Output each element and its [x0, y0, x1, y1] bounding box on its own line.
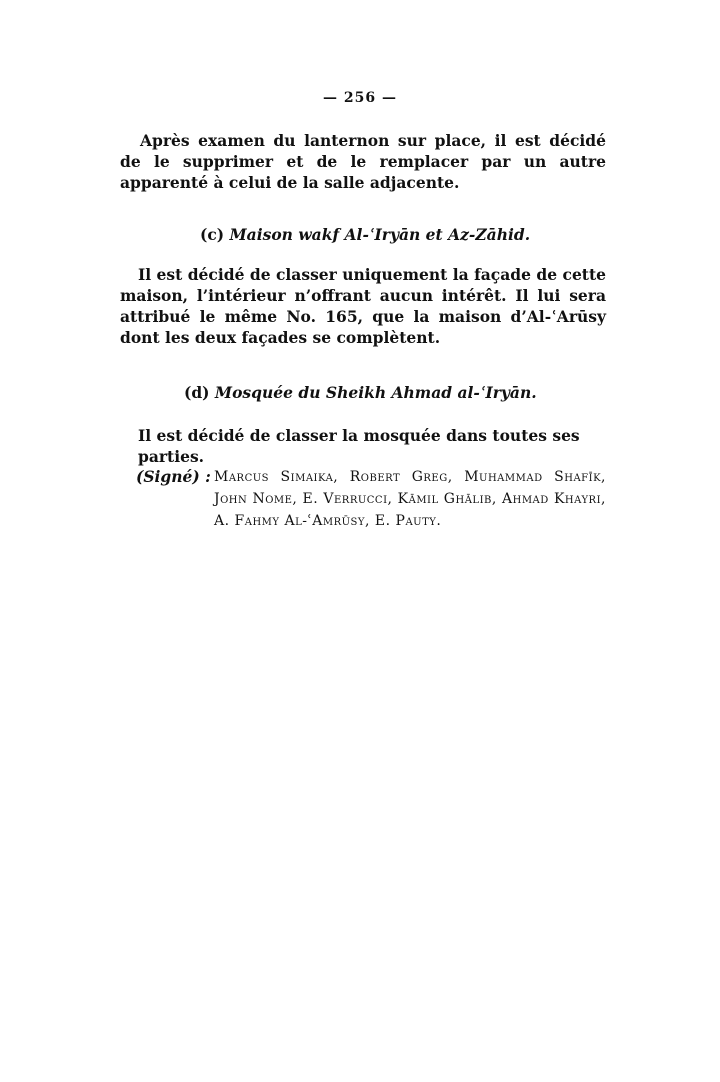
section-c-title: Maison wakf Al-ʿIryān et Az-Zāhid.	[229, 225, 531, 244]
page-number: — 256 —	[323, 90, 397, 106]
signature-label: (Signé) :	[136, 467, 211, 486]
section-heading-d	[184, 383, 537, 402]
paragraph-facade: Il est décidé de classer uniquement la façade de cette maison, l’intérieur n’offrant aucun intérêt. Il lui sera attribué le même No. 165, que la maison d’Al-ʿArūsy dont les deux façades se complètent.	[120, 265, 606, 347]
section-d-label: (d)	[184, 383, 210, 402]
section-c-label: (c)	[200, 225, 225, 244]
paragraph-lanternon: Après examen du lanternon sur place, il est décidé de le supprimer et de le remplacer par un autre apparenté à celui de la salle adjacente.	[120, 131, 606, 192]
signatory-names: Marcus Simaika, Robert Greg, Muhammad Shafīk, John Nome, E. Verrucci, Kāmil Ghālib, Ahmad Khayri, A. Fahmy Al-ʿAmrūsy, E. Pauty.	[214, 469, 606, 529]
section-heading-c	[200, 225, 530, 244]
paragraph-mosque: Il est décidé de classer la mosquée dans toutes ses parties.	[138, 426, 580, 466]
section-d-title: Mosquée du Sheikh Ahmad al-ʿIryān.	[214, 383, 537, 402]
